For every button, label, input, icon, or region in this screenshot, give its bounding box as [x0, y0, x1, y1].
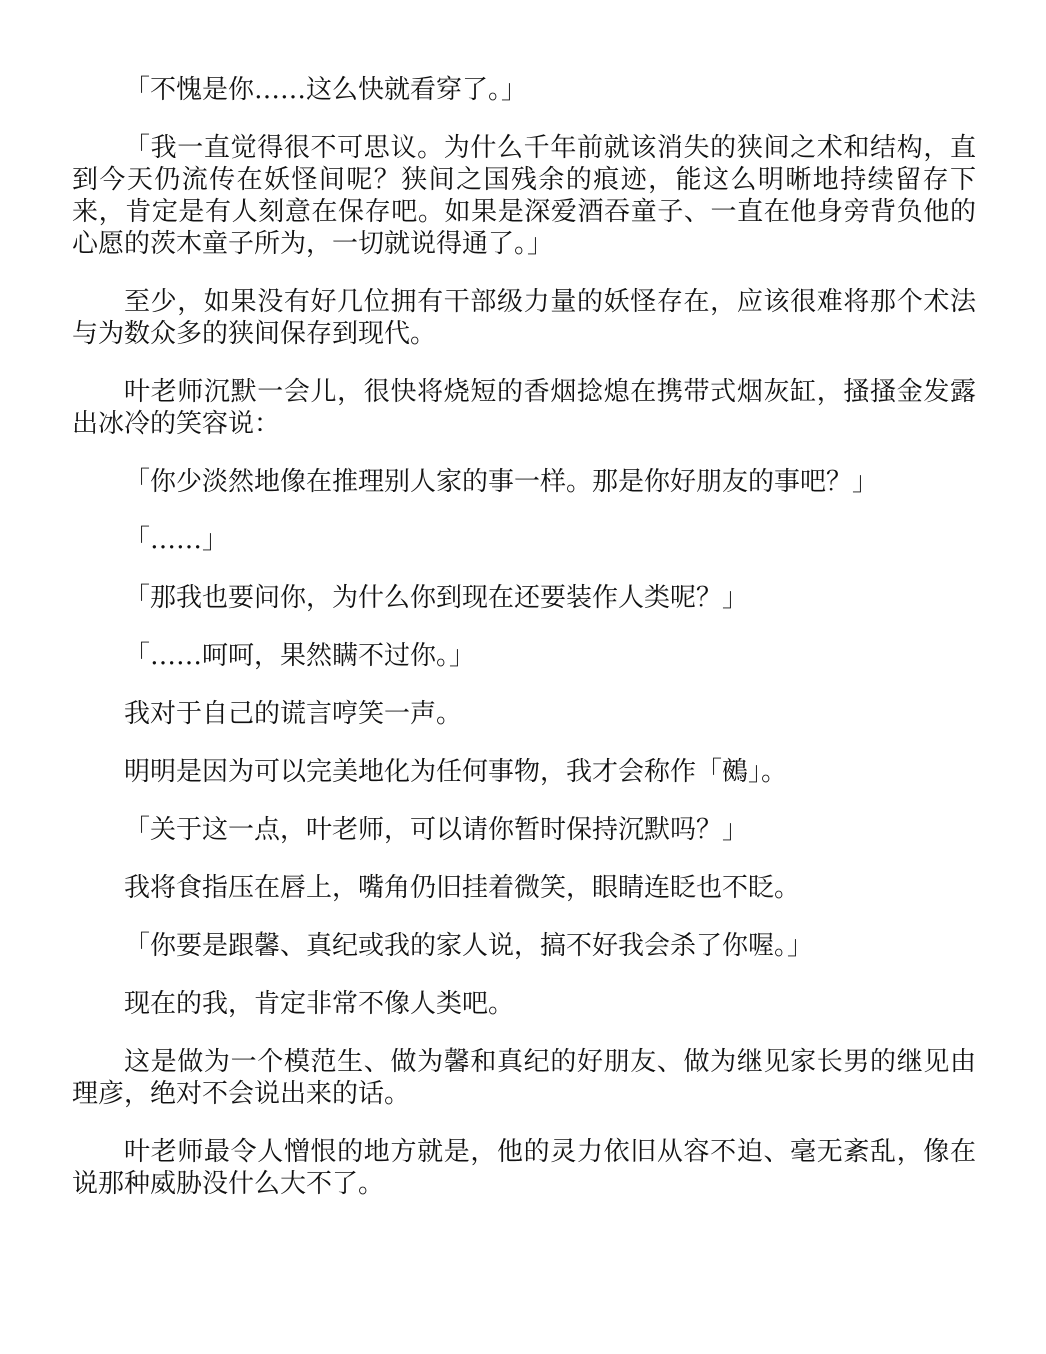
paragraph: 「那我也要问你，为什么你到现在还要装作人类呢？」	[124, 583, 749, 613]
paragraph: 现在的我，肯定非常不像人类吧。	[124, 989, 515, 1019]
paragraph: 这是做为一个模范生、做为馨和真纪的好朋友、做为继见家长男的继见由理彦，绝对不会说出来的话。	[72, 1047, 976, 1109]
paragraph: 「……」	[124, 525, 229, 555]
paragraph: 「关于这一点，叶老师，可以请你暂时保持沉默吗？」	[124, 815, 749, 845]
paragraph: 「……呵呵，果然瞒不过你。」	[124, 641, 476, 671]
paragraph: 明明是因为可以完美地化为任何事物，我才会称作「鵺」。	[124, 757, 788, 787]
document-page	[72, 74, 976, 1226]
paragraph: 我对于自己的谎言哼笑一声。	[124, 699, 463, 729]
paragraph: 「我一直觉得很不可思议。为什么千年前就该消失的狭间之术和结构，直到今天仍流传在妖怪间呢？狭间之国残余的痕迹，能这么明晰地持续留存下来，肯定是有人刻意在保存吧。如果是深爱酒吞童子、一直在他身旁背负他的心愿的茨木童子所为，一切就说得通了。」	[72, 133, 976, 259]
paragraph: 「不愧是你……这么快就看穿了。」	[124, 75, 528, 105]
paragraph: 「你要是跟馨、真纪或我的家人说，搞不好我会杀了你喔。」	[124, 931, 814, 961]
paragraph: 至少，如果没有好几位拥有干部级力量的妖怪存在，应该很难将那个术法与为数众多的狭间保存到现代。	[72, 287, 976, 349]
paragraph: 叶老师沉默一会儿，很快将烧短的香烟捻熄在携带式烟灰缸，搔搔金发露出冰冷的笑容说：	[72, 377, 976, 439]
paragraph: 「你少淡然地像在推理别人家的事一样。那是你好朋友的事吧？」	[124, 467, 879, 497]
paragraph: 我将食指压在唇上，嘴角仍旧挂着微笑，眼睛连眨也不眨。	[124, 873, 801, 903]
paragraph: 叶老师最令人憎恨的地方就是，他的灵力依旧从容不迫、毫无紊乱，像在说那种威胁没什么大不了。	[72, 1137, 976, 1199]
